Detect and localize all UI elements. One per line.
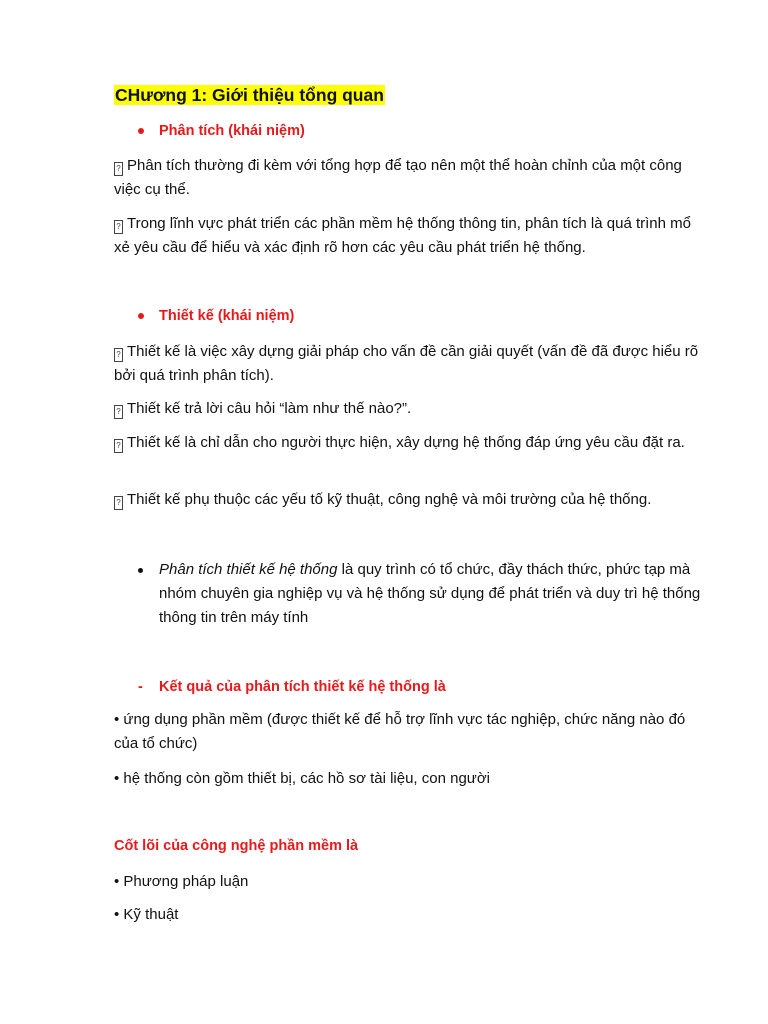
definition-term: Phân tích thiết kế hệ thống [159,561,338,578]
paragraph: ? Thiết kế trả lời câu hỏi “làm như thế nào?”. [114,397,704,421]
missing-glyph-box-icon: ? [114,162,123,176]
list-item: • Kỹ thuật [114,906,179,923]
red-bullet-dot-icon [138,313,144,319]
missing-glyph-box-icon: ? [114,220,123,234]
section-heading-cot-loi: Cốt lõi của công nghệ phần mềm là [114,838,359,854]
list-item: • Phương pháp luận [114,873,249,890]
title-highlight: CHương 1: Giới thiệu tổng quan [115,85,384,105]
missing-glyph-box-icon: ? [114,439,123,453]
missing-glyph-box-icon: ? [114,348,123,362]
paragraph: ? Trong lĩnh vực phát triển các phần mềm hệ thống thông tin, phân tích là quá trình mổ xẻ yêu cầu để hiểu và xác định rõ hơn các yêu cầu phát triển hệ thống. [114,215,691,256]
document-page: CHương 1: Giới thiệu tổng quan Phân tích (khái niệm) ? Phân tích thường đi kèm với tổng hợp để tạo nên một thể hoàn chỉnh của một công việc cụ thể. ? Trong lĩnh vực phát triển các phần mềm hệ thống thông tin, phân tích là quá trình mổ xẻ yêu cầu để hiểu và xác định rõ hơn các yêu cầu phát triển hệ thống. Thiết kế (khái niệm) ? Thiết kế là việc xây dựng giải pháp cho vấn đề cần giải quyết (vấn đề đã được hiểu rõ bởi quá trình phân tích). ? Thiết kế trả lời câu hỏi “làm như thế nào?”. ? Thiết kế là chỉ dẫn cho người thực hiện, xây dựng hệ thống đáp ứng yêu cầu đặt ra. ? Thiết kế phụ thuộc các yếu tố kỹ thuật, công nghệ và môi trường của hệ thống. Phân tích thiết kế hệ thống là quy trình có tổ chức, đầy thách thức, phức tạp mà nhóm chuyên gia nghiệp vụ và hệ thống sử dụng để phát triển và duy trì hệ thống thông tin trên máy tính - Kết quả của phân tích thiết kế hệ thống là • ứng dụng phần mềm (được thiết kế để hỗ trợ lĩnh vực tác nghiệp, chức năng nào đó của tổ chức) • hệ thống còn gồm thiết bị, các hồ sơ tài liệu, con người Cốt lõi của công nghệ phần mềm là • Phương pháp luận • Kỹ thuật [0,0,768,1024]
definition-text: là quy trình có tổ chức, đầy thách thức, phức tạp mà nhóm chuyên gia nghiệp vụ và hệ thống sử dụng để phát triển và duy trì hệ thống thông tin trên máy tính [159,561,701,626]
paragraph: ? Thiết kế là chỉ dẫn cho người thực hiện, xây dựng hệ thống đáp ứng yêu cầu đặt ra. [114,431,704,455]
paragraph: ? Phân tích thường đi kèm với tổng hợp để tạo nên một thể hoàn chỉnh của một công việc cụ thể. [114,157,682,198]
list-item: • hệ thống còn gồm thiết bị, các hồ sơ tài liệu, con người [114,770,491,787]
paragraph: ? Thiết kế phụ thuộc các yếu tố kỹ thuật, công nghệ và môi trường của hệ thống. [114,488,704,512]
list-item: • ứng dụng phần mềm (được thiết kế để hỗ trợ lĩnh vực tác nghiệp, chức năng nào đó của tổ chức) [114,711,686,752]
dash-marker: - [138,679,143,695]
paragraph: ? Thiết kế là việc xây dựng giải pháp cho vấn đề cần giải quyết (vấn đề đã được hiểu rõ bởi quá trình phân tích). [114,343,699,384]
missing-glyph-box-icon: ? [114,405,123,419]
black-bullet-dot-icon [138,568,143,573]
red-bullet-dot-icon [138,128,144,134]
missing-glyph-box-icon: ? [114,496,123,510]
page-title [114,83,704,107]
